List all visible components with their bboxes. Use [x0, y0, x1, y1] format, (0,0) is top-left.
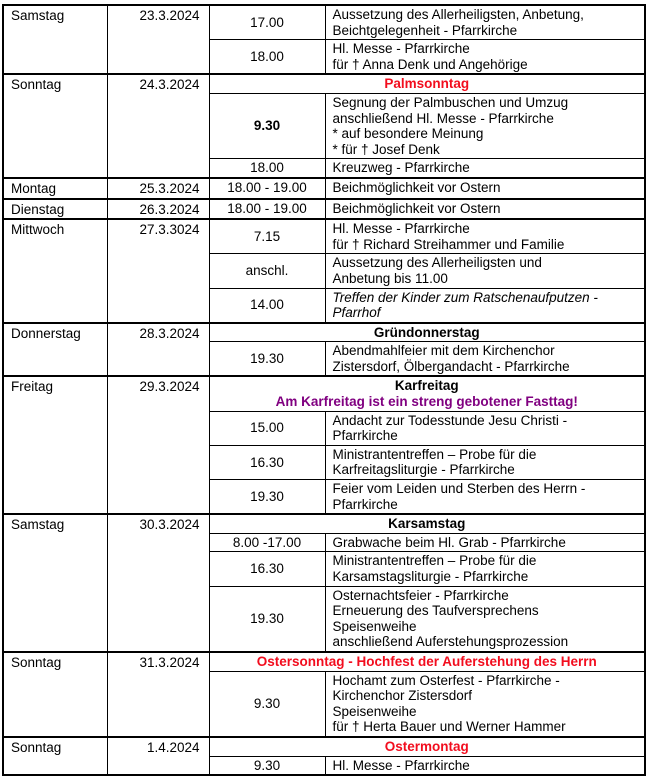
day-cell: Montag: [3, 178, 107, 199]
event-description-cell: [325, 178, 645, 199]
day-cell: Mittwoch: [3, 219, 107, 323]
event-description-line: anschließend Hl. Messe - Pfarrkirche: [332, 110, 554, 126]
day-cell: Samstag: [3, 514, 107, 652]
time-cell: 15.00: [209, 411, 325, 445]
feast-title: Ostersonntag - Hochfest der Auferstehung des Herrn: [256, 653, 597, 669]
day-cell: Freitag: [3, 376, 107, 514]
schedule-row: [3, 652, 645, 671]
date-cell: 1.4.2024: [107, 737, 209, 775]
event-description-line: Beichmöglichkeit vor Ostern: [332, 180, 501, 196]
date-cell: 27.3.3024: [107, 219, 209, 323]
date-cell: 30.3.2024: [107, 514, 209, 652]
event-description-cell: [325, 254, 645, 288]
feast-title: Palmsonntag: [384, 76, 470, 92]
date-cell: 29.3.2024: [107, 376, 209, 514]
date-cell: 26.3.2024: [107, 199, 209, 220]
event-description-line: Feier vom Leiden und Sterben des Herrn -: [332, 481, 586, 497]
event-description-line: Kreuzweg - Pfarrkirche: [332, 160, 470, 176]
event-description-cell: [325, 199, 645, 220]
event-description-line: Aussetzung des Allerheiligsten, Anbetung,: [332, 7, 584, 22]
date-cell: 25.3.2024: [107, 178, 209, 199]
feast-title: Gründonnerstag: [373, 324, 480, 340]
event-description-line: Kirchenchor Zistersdorf: [332, 688, 473, 704]
schedule-row: [3, 376, 645, 411]
day-cell: Sonntag: [3, 652, 107, 737]
time-cell: 19.30: [209, 342, 325, 377]
time-cell: 18.00 - 19.00: [209, 199, 325, 220]
time-cell: 17.00: [209, 5, 325, 40]
event-description-line: Beichtgelegenheit - Pfarrkirche: [332, 22, 518, 38]
event-description-line: Speisenweihe: [332, 703, 417, 719]
schedule-row: [3, 219, 645, 254]
feast-header-cell: [209, 74, 645, 93]
event-description-line: Anbetung bis 11.00: [332, 270, 448, 286]
event-description-line: Hl. Messe - Pfarrkirche: [332, 41, 470, 57]
schedule-row: [3, 74, 645, 93]
event-description-line: Karsamstagsliturgie - Pfarrkirche: [332, 569, 529, 584]
schedule-row: [3, 199, 645, 220]
event-description-line: Ministrantentreffen – Probe für die: [332, 446, 537, 462]
event-description-line: Erneuerung des Taufversprechens: [332, 603, 539, 619]
time-cell: 8.00 -17.00: [209, 533, 325, 552]
event-description-line: Pfarrhof: [332, 305, 381, 321]
time-cell: 7.15: [209, 219, 325, 254]
feast-title: Karfreitag: [394, 378, 459, 394]
date-cell: 23.3.2024: [107, 5, 209, 74]
time-cell: 9.30: [209, 93, 325, 158]
event-description-line: Grabwache beim Hl. Grab - Pfarrkirche: [332, 534, 566, 550]
schedule-row: [3, 323, 645, 342]
event-description-line: Andacht zur Todesstunde Jesu Christi -: [332, 412, 568, 428]
feast-header-cell: [209, 323, 645, 342]
holy-week-schedule-table: [2, 4, 646, 776]
time-cell: 18.00: [209, 159, 325, 178]
time-cell: 19.30: [209, 586, 325, 652]
event-description-cell: [325, 5, 645, 40]
event-description-line: Aussetzung des Allerheiligsten und: [332, 255, 542, 271]
date-cell: 28.3.2024: [107, 323, 209, 377]
event-description-line: Karfreitagsliturgie - Pfarrkirche: [332, 462, 515, 478]
event-description-line: anschließend Auferstehungsprozession: [332, 634, 569, 650]
event-description-line: Zistersdorf, Ölbergandacht - Pfarrkirche: [332, 358, 570, 374]
day-cell: Samstag: [3, 5, 107, 74]
event-description-line: Speisenweihe: [332, 618, 417, 634]
time-cell: 18.00: [209, 40, 325, 75]
date-cell: 24.3.2024: [107, 74, 209, 178]
event-description-line: Beichmöglichkeit vor Ostern: [332, 201, 501, 217]
event-description-cell: [325, 552, 645, 586]
event-description-cell: [325, 342, 645, 377]
event-description-line: * auf besondere Meinung: [332, 126, 484, 142]
event-description-line: Abendmahlfeier mit dem Kirchenchor: [332, 343, 555, 359]
feast-title: Karsamstag: [388, 516, 466, 532]
schedule-row: [3, 514, 645, 533]
event-description-cell: [325, 533, 645, 552]
event-description-line: Osternachtsfeier - Pfarrkirche: [332, 587, 509, 603]
event-description-line: Hochamt zum Osterfest - Pfarrkirche -: [332, 672, 560, 688]
event-description-line: Pfarrkirche: [332, 496, 398, 512]
event-description-cell: [325, 756, 645, 775]
schedule-row: [3, 5, 645, 40]
event-description-line: Segnung der Palmbuschen und Umzug: [332, 94, 569, 110]
event-description-cell: [325, 445, 645, 479]
event-description-line: Ministrantentreffen – Probe für die: [332, 553, 537, 569]
schedule-table-body: [3, 5, 645, 775]
feast-header-cell: [209, 514, 645, 533]
feast-header-cell: [209, 652, 645, 671]
event-description-line: Treffen der Kinder zum Ratschenaufputzen -: [332, 289, 598, 305]
event-description-line: * für † Josef Denk: [332, 141, 440, 157]
event-description-cell: [325, 219, 645, 254]
schedule-row: [3, 737, 645, 756]
schedule-row: [3, 178, 645, 199]
day-cell: Dienstag: [3, 199, 107, 220]
time-cell: 18.00 - 19.00: [209, 178, 325, 199]
time-cell: 16.30: [209, 552, 325, 586]
time-cell: 19.30: [209, 480, 325, 515]
day-cell: Sonntag: [3, 737, 107, 775]
time-cell: anschl.: [209, 254, 325, 288]
event-description-cell: [325, 411, 645, 445]
feast-notice: Am Karfreitag ist ein streng gebotener Fasttag!: [275, 394, 578, 410]
time-cell: 16.30: [209, 445, 325, 479]
date-cell: 31.3.2024: [107, 652, 209, 737]
event-description-line: für † Anna Denk und Angehörige: [332, 56, 528, 72]
event-description-line: für † Herta Bauer und Werner Hammer: [332, 719, 566, 735]
feast-title: Ostermontag: [384, 738, 469, 754]
time-cell: 9.30: [209, 671, 325, 737]
feast-header-cell: [209, 737, 645, 756]
event-description-line: Pfarrkirche: [332, 428, 398, 444]
feast-header-cell: [209, 376, 645, 411]
event-description-cell: [325, 671, 645, 737]
time-cell: 9.30: [209, 756, 325, 775]
event-description-cell: [325, 93, 645, 158]
day-cell: Donnerstag: [3, 323, 107, 377]
event-description-cell: [325, 480, 645, 515]
day-cell: Sonntag: [3, 74, 107, 178]
event-description-line: Hl. Messe - Pfarrkirche: [332, 221, 470, 237]
event-description-cell: [325, 40, 645, 75]
time-cell: 14.00: [209, 288, 325, 323]
event-description-line: Hl. Messe - Pfarrkirche: [332, 757, 470, 773]
event-description-cell: [325, 288, 645, 323]
event-description-cell: [325, 159, 645, 178]
event-description-line: für † Richard Streihammer und Familie: [332, 236, 565, 252]
event-description-cell: [325, 586, 645, 652]
